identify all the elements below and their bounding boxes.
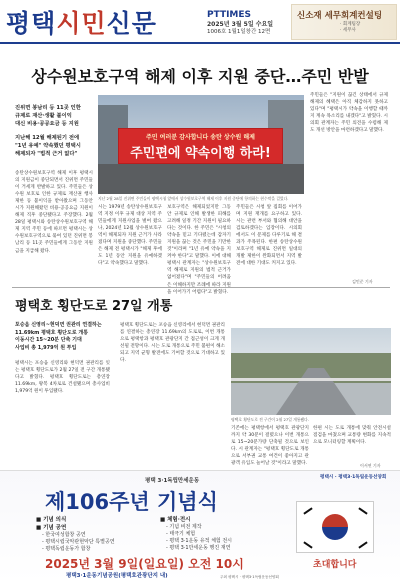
trigram-icon (303, 507, 312, 514)
article1-lead-line: 해제되자 "법적 근거 없다" (15, 151, 78, 157)
article2-photo[interactable] (231, 328, 391, 415)
header-ad-sub1: · 회계팀장 (340, 22, 361, 27)
newspaper-logo[interactable] (6, 4, 157, 40)
ad-list-item: - 평택 3·1운동 유적 체험 전시 (166, 538, 233, 544)
issue-date: 2025년 3월 5일 수요일 (207, 21, 274, 29)
ad-list-item: - 평택 3·1만세운동 행진 재연 (166, 545, 231, 551)
photo2-rail (231, 378, 391, 381)
trigram-icon (358, 541, 367, 548)
article1-photo[interactable] (98, 95, 304, 194)
article1-lead-line: 규제로 재산·생활 불이익 (15, 113, 72, 119)
article2-lead-line: 11.69km 평택호 횡단도로 개통 (15, 329, 89, 336)
ad-label-performance: ■ 기념 공연 (36, 525, 67, 531)
article1-lead (15, 104, 95, 158)
ad-label-ceremony: ■ 기념 의식 (36, 517, 67, 523)
article2-headline[interactable]: 평택호 횡단도로 27일 개통 (15, 299, 173, 314)
article2-lead-line: 이동시간 15~20분 단축 기대 (15, 337, 82, 344)
ad-event-date: 2025년 3월 9일(일요일) 오전 10시 (45, 557, 244, 571)
protest-banner (118, 128, 283, 164)
article1-lead-line: 지난해 12월 해제된기 전에 (15, 135, 80, 141)
photo-ground (98, 164, 304, 194)
taegukgi-flag-icon (296, 501, 374, 553)
ad-list-item: - 기념 비전 제작 (166, 524, 202, 530)
ad-list-item: - 한국여성합창 공연 (42, 532, 86, 538)
article1-col4: 주민들은 시청 앞 집회를 이어가며 지원 재개를 요구하고 있다. 시는 관련 부서와 협의해 대안을 검토하겠다는 입장이다. 시의회에서도 이 문제를 다루기로 해 결과가 주목된다. 한편 송탄상수원보호구역 해제로 진위면 일대의 개발 제한이 완화되면서 지역 발전에 대한 기대도 커지고 있다. (236, 205, 302, 267)
article1-photo-caption: 지난 2월 28일 진위면 주민들이 평택시청 앞에서 상수원보호구역 해제 이후 지원 중단에 항의하는 현수막을 걸었다. (98, 196, 289, 201)
article1-col5: 주민들은 "지원이 끊긴 상태에서 규제 해제의 혜택은 아직 체감하지 못하고 있다"며 "평택시가 약속을 이행할 때까지 계속 목소리를 내겠다"고 밝혔다. 시의회 관계자는 주민 의견을 수렴해 제도 개선 방안을 마련하겠다고 말했다. (310, 93, 388, 134)
ad-list-item: - 평택시립국악관현악단 특별공연 (42, 539, 115, 545)
issue-number: 1006호 1월1일창간 12면 (207, 29, 271, 36)
issue-info (207, 9, 287, 37)
article2-col2: 평택호 횡단도로는 포승읍 신영리에서 현덕면 권관리를 연결하는 총연장 11.69km의 도로로, 이번 개통으로 평택항과 평택호 관광단지 간 접근성이 크게 개선될 전망이다. 시는 도로 개통으로 주민 불편이 해소되고 지역 균형 발전에도 기여할 것으로 기대하고 있다. (120, 323, 225, 364)
article2-photo-caption: 평택호 횡단도로 전 구간이 2월 27일 개통됐다. (231, 417, 310, 422)
header-ad-banner[interactable] (291, 4, 397, 40)
header-ad-sub2: · 세무사 (340, 28, 356, 34)
protest-banner-line2: 주민편에 약속이행 하라! (130, 146, 271, 161)
trigram-icon (358, 507, 367, 514)
article2-col4: 한편 시는 도로 개통에 맞춰 안전시설 점검을 마쳤으며 교통량 변화를 지속적으로 모니터링할 계획이다. (313, 426, 391, 446)
ad-title (45, 486, 218, 516)
article2-col1: 평택시는 포승읍 신영리와 현덕면 권관리를 잇는 평택호 횡단도로가 2월 27일 전 구간 개통됐다고 밝혔다. 평택호 횡단도로는 총연장 11.69km, 왕복 4차로로 건설됐으며 총사업비 1,979억 원이 투입됐다. (15, 361, 110, 395)
masthead (0, 0, 400, 44)
article1-headline[interactable]: 상수원보호구역 해제 이후 지원 중단…주민 반발 (31, 67, 369, 86)
logo-left: 평택 (6, 9, 57, 38)
ad-event-place: 평택3·1운동기념공원(평택호관광단지 내) (66, 573, 168, 579)
article2-col3: 기존에는 평택항에서 평택호 관광단지까지 약 30분이 걸렸으나 이번 개통으로 15~20분가량 단축될 것으로 보인다. 시 관계자는 "평택호 횡단도로 개통으로 서부권 교통 여건이 좋아지고 관광객 유입도 늘어날 것"이라고 말했다. (231, 426, 309, 467)
article1-col2: 시는 1979년 송탄상수원보호구역 지정 이후 규제 대상 지역 주민들에게 지원사업을 벌여 왔으나, 2024년 12월 상수원보호구역이 해제되자 지원 근거가 사라졌다며 지원을 중단했다. 주민들은 해제 전 평택시가 "해제 후에도 1년 동안 지원을 유예하겠다"고 약속했다고 말했다. (98, 205, 162, 267)
ad-slogan: 초대합니다 (313, 560, 357, 570)
taeguk-circle-icon (322, 514, 348, 540)
article2-lead-line: 포승읍 신영리~현덕면 권관리 연결하는 (15, 322, 102, 328)
ad-title-num: 제106 (45, 490, 110, 514)
article1-byline: 김민준 기자 (352, 279, 373, 284)
anniversary-ad[interactable] (0, 470, 400, 582)
ad-list-item: - 평택독립운동가 합창 (42, 546, 91, 552)
ad-brand: 평택시 · 평택3·1독립운동선양회 (320, 475, 387, 480)
ad-top-label: 평택 3·1독립만세운동 (145, 478, 200, 484)
article1-col1: 송탄상수원보호구역 해제 이후 평택시의 지원금이 중단되면서 진위면 주민들이 거세게 반발하고 있다. 주민들은 상수원 보호로 인한 규제로 재산권 행사 제한 등 불이익을 받아왔으며 그동안 시가 지원해왔던 비용·공공요금 지원이 해제 직후 중단됐다고 주장했다. 2월 28일 평택시와 송탄상수원보호구역 해제 지역 주민 등에 따르면 평택시는 상수원보호구역으로 묶여 있던 진위면 봉남리 등 11곳 주민들에게 그동안 지원금을 지급해 왔다. (15, 171, 93, 254)
section-divider (12, 287, 390, 288)
article2-lead-line: 사업비 총 1,979억 원 투입 (15, 344, 77, 351)
pt-label: PTTIMES (207, 10, 252, 20)
article1-lead-line: 진위면 봉남리 등 11곳 인한 (15, 105, 81, 111)
ad-list-item: - 태극기 체험 (166, 531, 196, 537)
article2-byline: 이서연 기자 (360, 463, 381, 468)
protest-banner-line1: 주민 여러분 감사합니다 송탄 상수원 해제 (146, 134, 255, 141)
header-ad-title: 신소재 세무회계컨설팅 (297, 11, 383, 21)
logo-right: 신문 (106, 9, 157, 38)
logo-mid: 시민 (56, 9, 107, 38)
article1-col3: 보호구역은 해제되었지만 그동안 규제로 인해 발생한 피해를 고려해 일정 기간 지원이 필요하다는 것이다. 한 주민은 "시청의 약속을 믿고 기다렸는데 갑자기 지원을 끊는 것은 주민을 기만한 것"이라며 "1년 유예 약속을 지켜야 한다"고 말했다. 이에 대해 평택시 관계자는 "상수원보호구역 해제로 지원의 법적 근거가 없어졌다"며 "주민들의 어려움은 이해하지만 조례에 따라 지원을 이어가기 어렵다"고 밝혔다. (167, 205, 231, 295)
article1-lead-line: 대신 비용·공공요금 등 지원 (15, 121, 79, 127)
ad-sponsors: 주최 평택시 · 평택3·1독립운동선양회 (220, 575, 279, 579)
ad-label-experience: ■ 체험·전시 (160, 517, 191, 523)
article1-lead-line: "1년 유예" 약속했던 평택시 (15, 143, 81, 149)
trigram-icon (303, 541, 312, 548)
article2-lead (15, 322, 115, 352)
header-ad-sub (340, 22, 360, 35)
ad-title-rest: 주년 기념식 (109, 490, 218, 514)
